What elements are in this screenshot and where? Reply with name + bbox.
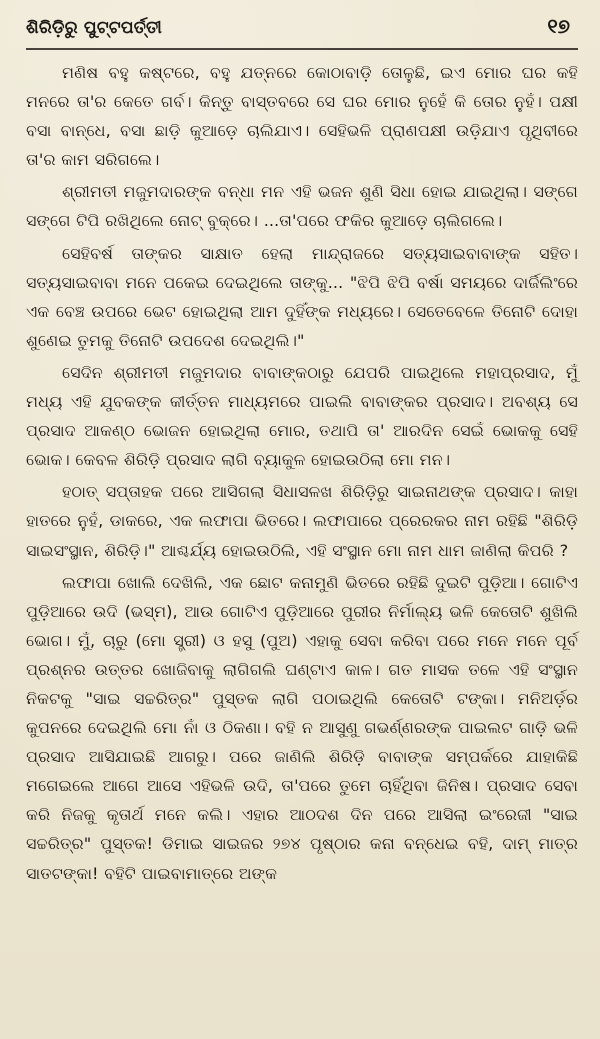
- paragraph: ସେହିବର୍ଷ ତାଙ୍କର ସାକ୍ଷାତ ହେଲା ମାନ୍ଦ୍ରାଜରେ ସତ୍ୟସାଇବାବାଙ୍କ ସହିତ। ସତ୍ୟସାଇବାବା ମନେ ପକେଇ ଦେଇଥିଲେ ତାଙ୍କୁ... "ଝିପି ଝିପି ବର୍ଷା ସମୟରେ ଦାର୍ଜିଲିଂରେ ଏକ ବେଞ୍ଚ ଉପରେ ଭେଟ ହୋଇଥିଲା ଆମ ଦୁହିଁଙ୍କ ମଧ୍ୟରେ। ସେତେବେଳେ ତିନୋଟି ଦୋହା ଶୁଣେଇ ତୁମକୁ ତିନୋଟି ଉପଦେଶ ଦେଇଥିଲି।": [26, 243, 578, 350]
- paragraph: ଲଫାପା ଖୋଲି ଦେଖିଲି, ଏକ ଛୋଟ କନାମୁଣି ଭିତରେ ରହିଛି ଦୁଇଟି ପୁଡ଼ିଆ। ଗୋଟିଏ ପୁଡ଼ିଆରେ ଉଦି (ଭସ୍ମ), ଆଉ ଗୋଟିଏ ପୁଡ଼ିଆରେ ପୁରୀର ନିର୍ମାଲ୍ୟ ଭଳି କେତୋଟି ଶୁଖିଲି ଭୋଗ। ମୁଁ, ଚାରୁ (ମୋ ସ୍ତ୍ରୀ) ଓ ହସୁ (ପୁଅ) ଏହାକୁ ସେବା କରିବା ପରେ ମନେ ମନେ ପୂର୍ବ ପ୍ରଶ୍ନର ଉତ୍ତର ଖୋଜିବାକୁ ଲାଗିଗଲି ଘଣ୍ଟାଏ କାଳ। ଗତ ମାସକ ତଳେ ଏହି ସଂସ୍ଥାନ ନିକଟକୁ "ସାଇ ସଚ୍ଚରିତ୍ର" ପୁସ୍ତକ ଲାଗି ପଠାଇଥିଲି କେତୋଟି ଟଙ୍କା। ମନିଅର୍ଡ଼ର କୁପନରେ ଦେଇଥିଲି ମୋ ନାଁ ଓ ଠିକଣା। ବହି ନ ଆସୁଣୁ ଗଭର୍ଣ୍ଣରଙ୍କ ପାଇଲଟ ଗାଡ଼ି ଭଳି ପ୍ରସାଦ ଆସିଯାଇଛି ଆଗରୁ। ପରେ ଜାଣିଲି ଶିରିଡ଼ି ବାବାଙ୍କ ସମ୍ପର୍କରେ ଯାହାକିଛି ମଗେଇଲେ ଆଗେ ଆସେ ଏହିଭଳି ଉଦି, ତା'ପରେ ତୁମେ ଚାହିଁଥିବା ଜିନିଷ। ପ୍ରସାଦ ସେବା କରି ନିଜକୁ କୃତାର୍ଥ ମନେ କଲି। ଏହାର ଆଠଦଶ ଦିନ ପରେ ଆସିଲା ଇଂରେଜୀ "ସାଇ ସଚ୍ଚରିତ୍ର" ପୁସ୍ତକ! ଡିମାଇ ସାଇଜର ୨୭୪ ପୃଷ୍ଠାର କନା ବନ୍ଧେଇ ବହି, ଦାମ୍ ମାତ୍ର ସାତଟଙ୍କା! ବହିଟି ପାଇବାମାତ୍ରେ ଅଙ୍କ: [26, 572, 578, 883]
- paragraph: ଶ୍ରୀମତୀ ମଜୁମଦାରଙ୍କ ବନ୍ଧା ମନ ଏହି ଭଜନ ଶୁଣି ସିଧା ହୋଇ ଯାଇଥିଲା। ସଙ୍ଗେ ସଙ୍ଗେ ଟିପି ରଖିଥିଲେ ନୋଟ୍ ବୁକ୍‌ରେ। ...ତା'ପରେ ଫକିର କୁଆଡ଼େ ଚାଲିଗଲେ।: [26, 182, 578, 231]
- paragraph: ସେଦିନ ଶ୍ରୀମତୀ ମଜୁମଦାର ବାବାଙ୍କଠାରୁ ଯେପରି ପାଇଥିଲେ ମହାପ୍ରସାଦ, ମୁଁ ମଧ୍ୟ ଏହି ଯୁବକଙ୍କ କୀର୍ତ୍ତନ ମାଧ୍ୟମରେ ପାଇଲି ବାବାଙ୍କର ପ୍ରସାଦ। ଅବଶ୍ୟ ସେ ପ୍ରସାଦ ଆକଣ୍ଠ ଭୋଜନ ହୋଇଥିଲା ମୋର, ତଥାପି ତା' ଆରଦିନ ସେଇଁ ଭୋକକୁ ସେହି ଭୋକ। କେବଳ ଶିରିଡ଼ି ପ୍ରସାଦ ଲାଗି ବ୍ୟାକୁଳ ହୋଇଉଠିଲା ମୋ ମନ।: [26, 362, 578, 470]
- running-title: ଶିରିଡ଼ିରୁ ପୁଟ୍ଟପର୍ତ୍ତୀ: [26, 18, 163, 38]
- page-number: ୧୭: [547, 14, 570, 38]
- header-rule: [26, 48, 578, 50]
- running-header: [26, 14, 578, 48]
- body-text: [26, 58, 578, 888]
- paragraph: ହଠାତ୍ ସପ୍ତାହକ ପରେ ଆସିଗଲା ସିଧାସଳଖ ଶିରିଡ଼ିରୁ ସାଇନାଥଙ୍କ ପ୍ରସାଦ। କାହା ହାତରେ ନୁହଁ, ଡାକରେ, ଏକ ଲଫାପା ଭିତରେ। ଲଫାପାରେ ପ୍ରେରକର ନାମ ରହିଛି "ଶିରିଡ଼ି ସାଇସଂସ୍ଥାନ, ଶିରିଡ଼ି।" ଆଶ୍ଚର୍ଯ୍ୟ ହୋଇଉଠିଲି, ଏହି ସଂସ୍ଥାନ ମୋ ନାମ ଧାମ ଜାଣିଲା କିପରି ?: [26, 482, 578, 560]
- paragraph: ମଣିଷ ବହୁ କଷ୍ଟରେ, ବହୁ ଯତ୍ନରେ କୋଠାବାଡ଼ି ତୋଳୁଛି, ଇଏ ମୋର ଘର କହି ମନରେ ତା'ର କେତେ ଗର୍ବ। କିନ୍ତୁ ବାସ୍ତବରେ ସେ ଘର ମୋର ନୁହେଁ କି ତୋର ନୁହଁ। ପକ୍ଷୀ ବସା ବାନ୍ଧେ, ବସା ଛାଡ଼ି କୁଆଡ଼େ ଚାଲିଯାଏ। ସେହିଭଳି ପ୍ରାଣପକ୍ଷୀ ଉଡ଼ିଯାଏ ପୃଥିବୀରେ ତା'ର କାମ ସରିଗଲେ।: [26, 63, 578, 170]
